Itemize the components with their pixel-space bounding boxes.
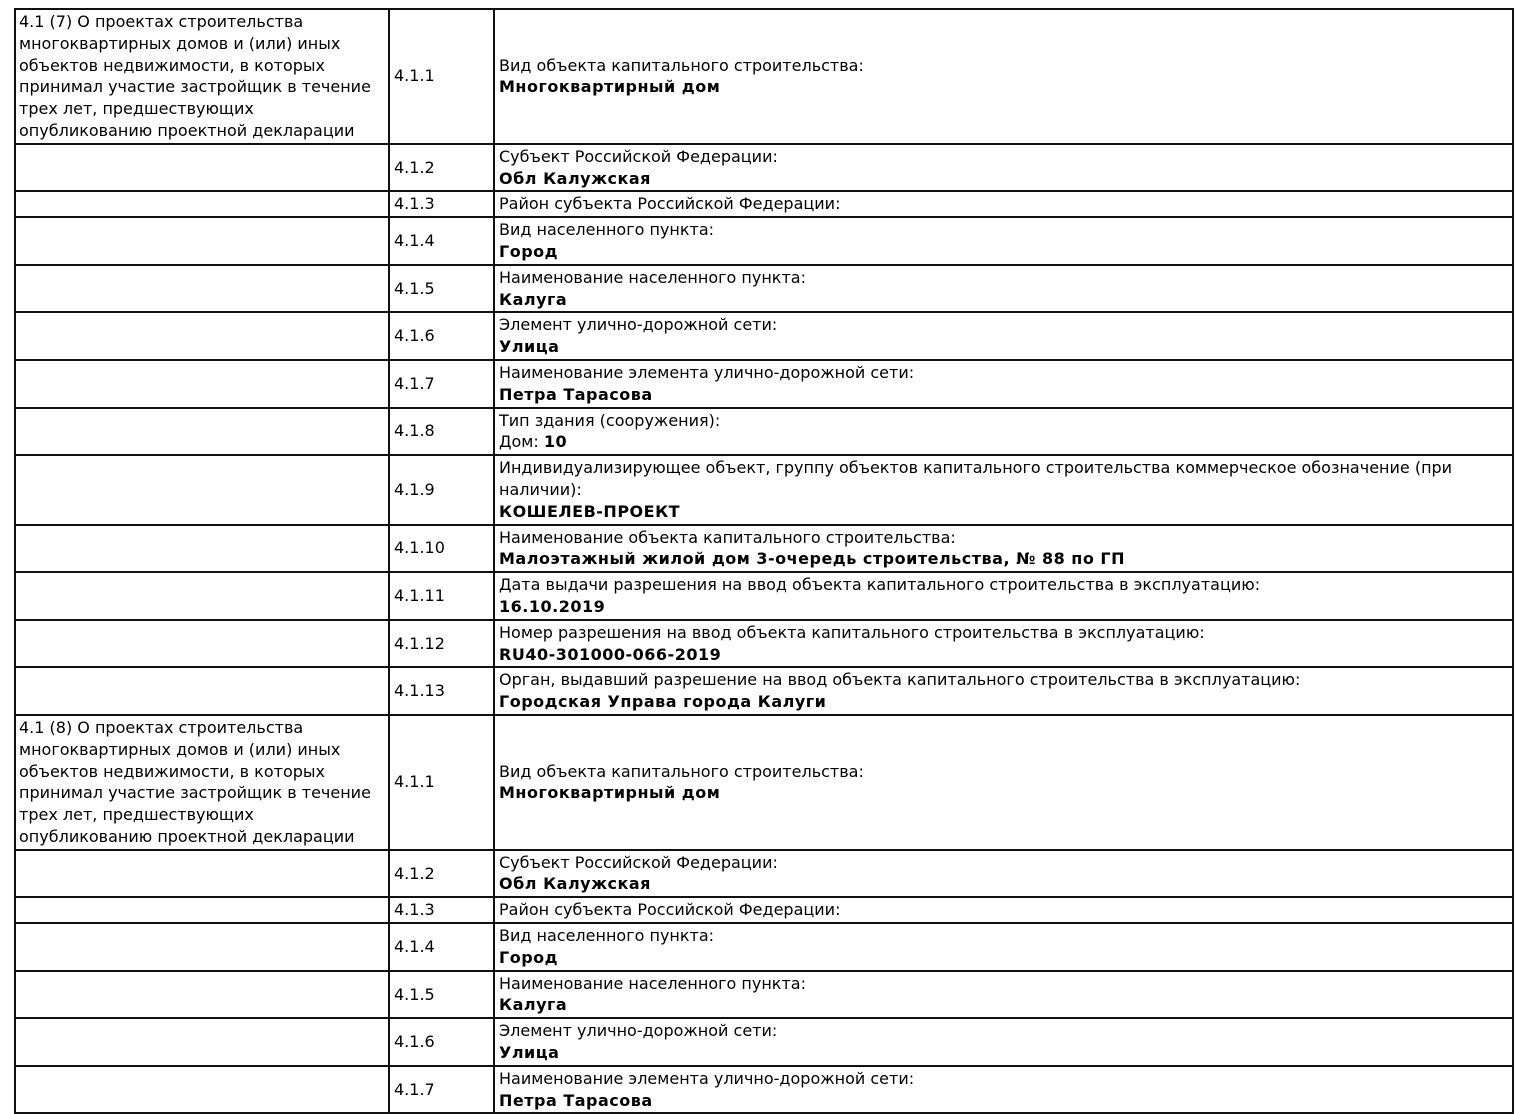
row-number-cell: 4.1.8 — [389, 408, 494, 456]
field-value: Петра Тарасова — [499, 384, 653, 404]
field-value: Многоквартирный дом — [499, 77, 721, 97]
field-value-prefix: Дом: — [499, 432, 544, 452]
section-description-cell: 4.1 (7) О проектах строительства многоквартирных домов и (или) иных объектов недвижимости, в которых принимал участие застройщик в течение трех лет, предшествующих опубликованию проектной декларации — [15, 9, 389, 144]
row-content-cell — [494, 144, 1513, 192]
field-label: Номер разрешения на ввод объекта капитального строительства в эксплуатацию: — [499, 622, 1205, 642]
field-label: Вид объекта капитального строительства: — [499, 55, 864, 75]
empty-left-cell — [15, 191, 389, 217]
empty-left-cell — [15, 144, 389, 192]
declaration-table — [14, 8, 1514, 1114]
field-value-line — [499, 384, 1509, 406]
row-content-cell — [494, 572, 1513, 620]
table-row — [15, 9, 1513, 144]
row-number-cell: 4.1.4 — [389, 923, 494, 971]
row-content-cell — [494, 9, 1513, 144]
row-number-cell: 4.1.7 — [389, 360, 494, 408]
row-number-cell: 4.1.12 — [389, 620, 494, 668]
field-value-line — [499, 644, 1509, 666]
row-number-cell: 4.1.3 — [389, 191, 494, 217]
field-label: Район субъекта Российской Федерации: — [499, 194, 841, 214]
field-label: Элемент улично-дорожной сети: — [499, 315, 778, 335]
row-number-cell: 4.1.1 — [389, 715, 494, 850]
table-row — [15, 1066, 1513, 1114]
field-value: Калуга — [499, 289, 568, 309]
empty-left-cell — [15, 408, 389, 456]
field-label: Наименование элемента улично-дорожной сети: — [499, 1068, 915, 1088]
table-row — [15, 265, 1513, 313]
row-content-cell — [494, 971, 1513, 1019]
field-label: Тип здания (сооружения): — [499, 410, 721, 430]
table-row — [15, 191, 1513, 217]
table-row — [15, 217, 1513, 265]
table-row — [15, 620, 1513, 668]
field-value: КОШЕЛЕВ-ПРОЕКТ — [499, 501, 681, 521]
declaration-table-body — [15, 9, 1513, 1113]
empty-left-cell — [15, 971, 389, 1019]
row-number-cell: 4.1.10 — [389, 525, 494, 573]
field-label: Наименование объекта капитального строительства: — [499, 527, 956, 547]
field-value-line — [499, 431, 1509, 453]
row-content-cell — [494, 1018, 1513, 1066]
table-row — [15, 312, 1513, 360]
row-number-cell: 4.1.11 — [389, 572, 494, 620]
field-value-line — [499, 548, 1509, 570]
field-value: Город — [499, 947, 559, 967]
field-label: Элемент улично-дорожной сети: — [499, 1021, 778, 1041]
empty-left-cell — [15, 572, 389, 620]
table-row — [15, 715, 1513, 850]
field-value-line — [499, 994, 1509, 1016]
field-value: Городская Управа города Калуги — [499, 692, 827, 712]
field-value: RU40-301000-066-2019 — [499, 644, 722, 664]
empty-left-cell — [15, 525, 389, 573]
table-row — [15, 1018, 1513, 1066]
row-content-cell — [494, 191, 1513, 217]
table-row — [15, 667, 1513, 715]
field-label: Орган, выдавший разрешение на ввод объекта капитального строительства в эксплуатацию: — [499, 670, 1301, 690]
field-value-line — [499, 1090, 1509, 1112]
field-value-line — [499, 76, 1509, 98]
row-content-cell — [494, 620, 1513, 668]
row-content-cell — [494, 360, 1513, 408]
table-row — [15, 408, 1513, 456]
table-row — [15, 923, 1513, 971]
row-number-cell: 4.1.2 — [389, 144, 494, 192]
table-row — [15, 144, 1513, 192]
field-label: Вид объекта капитального строительства: — [499, 761, 864, 781]
field-value-line — [499, 336, 1509, 358]
row-content-cell — [494, 265, 1513, 313]
row-number-cell: 4.1.5 — [389, 971, 494, 1019]
row-content-cell — [494, 667, 1513, 715]
empty-left-cell — [15, 667, 389, 715]
field-value: 10 — [543, 432, 568, 452]
field-value: Калуга — [499, 995, 568, 1015]
empty-left-cell — [15, 455, 389, 524]
field-value: Город — [499, 241, 559, 261]
row-content-cell — [494, 715, 1513, 850]
field-label: Дата выдачи разрешения на ввод объекта капитального строительства в эксплуатацию: — [499, 575, 1261, 595]
row-number-cell: 4.1.6 — [389, 1018, 494, 1066]
field-value-line — [499, 691, 1509, 713]
table-row — [15, 455, 1513, 524]
field-value-line — [499, 947, 1509, 969]
row-content-cell — [494, 455, 1513, 524]
field-value: Улица — [499, 1043, 560, 1063]
field-value-line — [499, 501, 1509, 523]
table-row — [15, 850, 1513, 898]
field-label: Наименование населенного пункта: — [499, 973, 806, 993]
table-row — [15, 897, 1513, 923]
field-label: Индивидуализирующее объект, группу объектов капитального строительства коммерческое обозначение (при наличии): — [499, 458, 1453, 499]
row-content-cell — [494, 923, 1513, 971]
field-value: Малоэтажный жилой дом 3-очередь строительства, № 88 по ГП — [499, 549, 1125, 569]
row-number-cell: 4.1.13 — [389, 667, 494, 715]
row-content-cell — [494, 897, 1513, 923]
empty-left-cell — [15, 850, 389, 898]
field-label: Вид населенного пункта: — [499, 926, 715, 946]
field-label: Субъект Российской Федерации: — [499, 146, 778, 166]
field-value: Обл Калужская — [499, 168, 651, 188]
field-value-line — [499, 1042, 1509, 1064]
row-content-cell — [494, 850, 1513, 898]
field-value: 16.10.2019 — [499, 596, 606, 616]
field-value-line — [499, 289, 1509, 311]
row-number-cell: 4.1.5 — [389, 265, 494, 313]
row-number-cell: 4.1.2 — [389, 850, 494, 898]
table-row — [15, 360, 1513, 408]
field-value-line — [499, 873, 1509, 895]
table-row — [15, 525, 1513, 573]
row-content-cell — [494, 1066, 1513, 1114]
field-value: Многоквартирный дом — [499, 783, 721, 803]
field-value: Улица — [499, 337, 560, 357]
row-number-cell: 4.1.3 — [389, 897, 494, 923]
empty-left-cell — [15, 1066, 389, 1114]
field-label: Район субъекта Российской Федерации: — [499, 900, 841, 920]
row-content-cell — [494, 408, 1513, 456]
table-row — [15, 572, 1513, 620]
field-value: Петра Тарасова — [499, 1090, 653, 1110]
table-row — [15, 971, 1513, 1019]
field-label: Наименование элемента улично-дорожной сети: — [499, 362, 915, 382]
empty-left-cell — [15, 923, 389, 971]
section-description-cell: 4.1 (8) О проектах строительства многоквартирных домов и (или) иных объектов недвижимости, в которых принимал участие застройщик в течение трех лет, предшествующих опубликованию проектной декларации — [15, 715, 389, 850]
empty-left-cell — [15, 265, 389, 313]
row-content-cell — [494, 312, 1513, 360]
row-number-cell: 4.1.1 — [389, 9, 494, 144]
empty-left-cell — [15, 217, 389, 265]
row-number-cell: 4.1.7 — [389, 1066, 494, 1114]
field-value-line — [499, 596, 1509, 618]
field-value-line — [499, 241, 1509, 263]
row-number-cell: 4.1.9 — [389, 455, 494, 524]
field-label: Вид населенного пункта: — [499, 220, 715, 240]
row-number-cell: 4.1.4 — [389, 217, 494, 265]
field-label: Наименование населенного пункта: — [499, 267, 806, 287]
row-content-cell — [494, 525, 1513, 573]
field-value-line — [499, 782, 1509, 804]
field-value-line — [499, 168, 1509, 190]
empty-left-cell — [15, 360, 389, 408]
empty-left-cell — [15, 1018, 389, 1066]
empty-left-cell — [15, 620, 389, 668]
empty-left-cell — [15, 312, 389, 360]
field-label: Субъект Российской Федерации: — [499, 852, 778, 872]
field-value: Обл Калужская — [499, 874, 651, 894]
empty-left-cell — [15, 897, 389, 923]
row-content-cell — [494, 217, 1513, 265]
row-number-cell: 4.1.6 — [389, 312, 494, 360]
